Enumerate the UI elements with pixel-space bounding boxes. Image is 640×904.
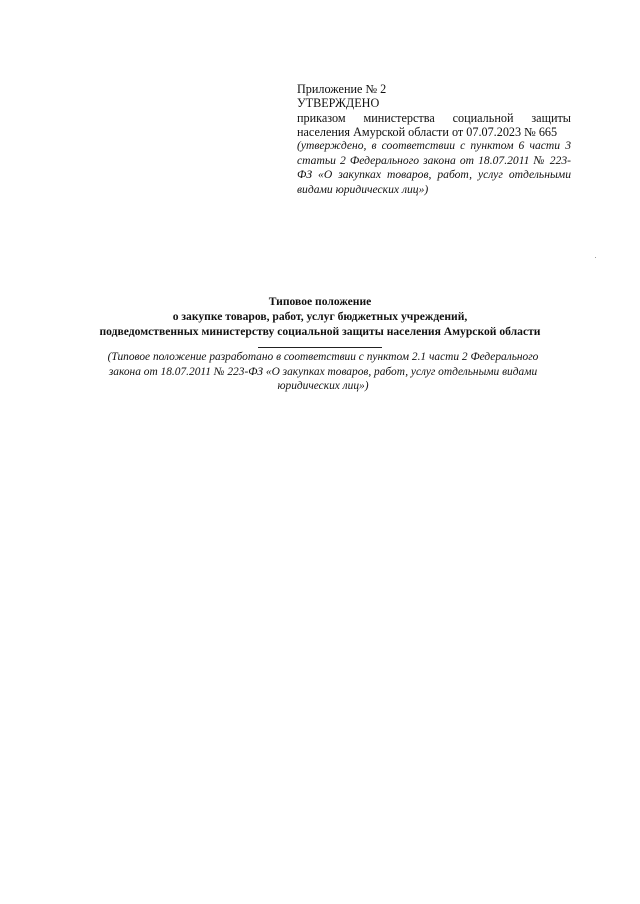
order-line-2: населения Амурской области от 07.07.2023 № 665 bbox=[297, 124, 558, 139]
scan-speck bbox=[595, 257, 596, 258]
basis-line-3: юридических лиц») bbox=[277, 380, 369, 393]
basis-line-2: закона от 18.07.2011 № 223-ФЗ «О закупках товаров, работ, услуг отдельными видами bbox=[108, 365, 538, 378]
title-line-2: о закупке товаров, работ, услуг бюджетных учреждений, bbox=[172, 310, 468, 323]
title-underline bbox=[258, 347, 382, 348]
basis-line-1: (Типовое положение разработано в соответствии с пунктом 2.1 части 2 Федерального bbox=[107, 351, 539, 363]
appendix-block bbox=[297, 82, 571, 198]
appendix-note: (утверждено, в соответствии с пунктом 6 части 3 статьи 2 Федерального закона от 18.07.2011 № 223-ФЗ «О закупках товаров, работ, услуг отдельными видами юридических лиц») bbox=[297, 139, 571, 196]
approved-stamp: УТВЕРЖДЕНО bbox=[297, 96, 380, 111]
order-line-1: приказом министерства социальной защиты bbox=[297, 110, 571, 125]
title-line-1: Типовое положение bbox=[268, 295, 372, 308]
legal-basis-note bbox=[78, 350, 568, 394]
title-line-3: подведомственных министерству социальной защиты населения Амурской области bbox=[99, 325, 541, 338]
appendix-number: Приложение № 2 bbox=[297, 82, 387, 96]
document-title bbox=[60, 294, 580, 339]
